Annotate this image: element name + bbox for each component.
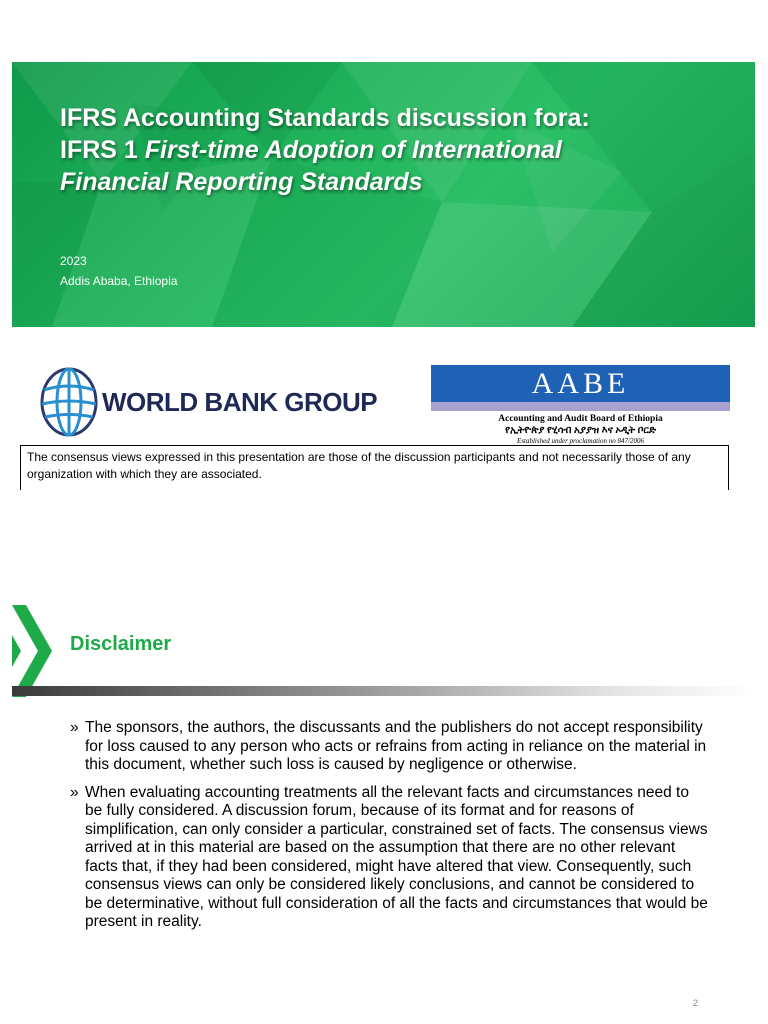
title-line-2-italic: First-time Adoption of International xyxy=(144,136,562,164)
green-banner xyxy=(12,62,755,327)
bullet-marker: » xyxy=(70,719,79,736)
title-line-1: IFRS Accounting Standards discussion fora: xyxy=(60,104,590,132)
disclaimer-bullets xyxy=(70,719,710,941)
disclaimer-heading: Disclaimer xyxy=(70,633,172,655)
world-bank-globe-icon xyxy=(38,364,100,440)
list-item xyxy=(70,719,710,775)
bullet-text: The sponsors, the authors, the discussants and the publishers do not accept responsibility for loss caused to any person who acts or refrains from acting in reliance on the material in this document, whether such loss is caused by negligence or otherwise. xyxy=(85,719,707,773)
aabe-full-name: Accounting and Audit Board of Ethiopia xyxy=(498,414,663,424)
aabe-established-note: Established under proclamation no 847/2006 xyxy=(517,437,644,445)
double-chevron-icon xyxy=(12,605,62,697)
consensus-disclaimer-note: The consensus views expressed in this presentation are those of the discussion participants and not necessarily those of any organization with which they are associated. xyxy=(20,445,729,490)
page-number: 2 xyxy=(693,998,699,1008)
aabe-acronym: AABE xyxy=(531,366,630,400)
title-line-2 xyxy=(60,134,720,166)
heading-divider-bar xyxy=(12,686,755,696)
aabe-amharic-name: የኢትዮጵያ የሂሳብ አያያዝ እና ኦዲት ቦርድ xyxy=(505,425,656,436)
year-text: 2023 xyxy=(60,254,87,268)
bullet-text: When evaluating accounting treatments all the relevant facts and circumstances need to be fully considered. A discussion forum, because of its format and for reasons of simplification, can only consider a particular, constrained set of facts. The consensus views arrived at in this material are based on the assumption that there are no other relevant facts that, if they had been considered, might have altered that view. Consequently, such consensus views can only be considered likely conclusions, and cannot be considered to be determinative, without full consideration of all the facts and circumstances that would be present in reality. xyxy=(85,783,708,930)
location-text: Addis Ababa, Ethiopia xyxy=(60,274,178,288)
title-line-3-italic: Financial Reporting Standards xyxy=(60,168,423,196)
world-bank-group-wordmark: WORLD BANK GROUP xyxy=(102,387,378,417)
aabe-stripe xyxy=(431,402,730,411)
bullet-marker: » xyxy=(70,783,79,801)
slide-title xyxy=(60,102,720,198)
logos-area xyxy=(12,327,755,445)
list-item xyxy=(70,784,710,932)
title-line-3 xyxy=(60,166,720,198)
title-line-2-prefix: IFRS 1 xyxy=(60,136,145,164)
aabe-logo-box xyxy=(431,365,730,402)
title-slide xyxy=(12,62,755,480)
